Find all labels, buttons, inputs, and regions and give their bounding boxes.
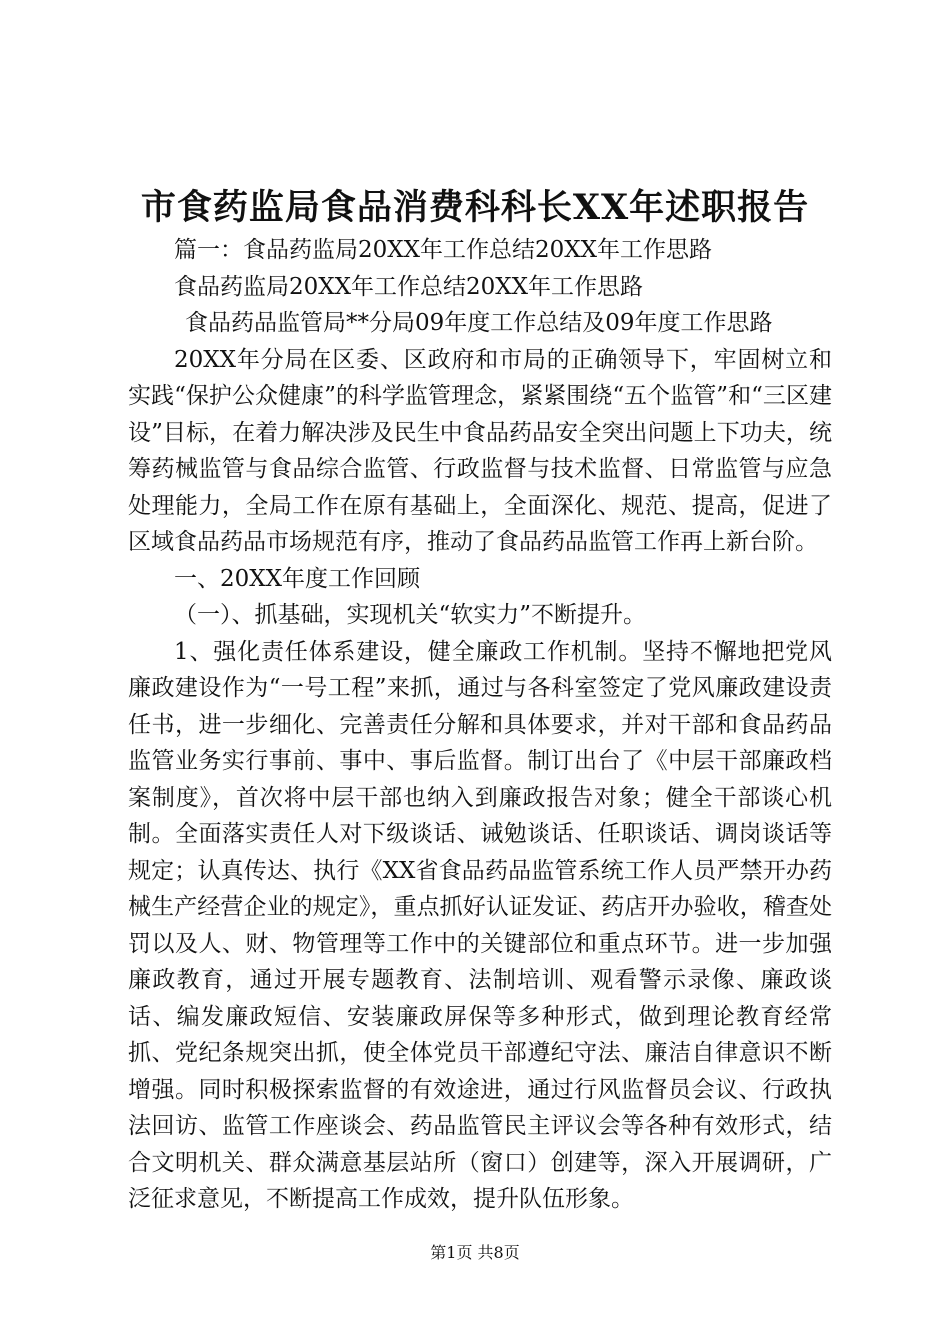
document-body [128, 232, 832, 1218]
paragraph-intro: 20XX年分局在区委、区政府和市局的正确领导下，牢固树立和实践“保护公众健康”的科学监管理念，紧紧围绕“五个监管”和“三区建设”目标，在着力解决涉及民生中食品药品安全突出问题上下功夫，统筹药械监管与食品综合监管、行政监督与技术监督、日常监管与应急处理能力，全局工作在原有基础上，全面深化、规范、提高，促进了区域食品药品市场规范有序，推动了食品药品监管工作再上新台阶。 [128, 346, 832, 555]
subsection-heading: （一）、抓基础，实现机关“软实力”不断提升。 [174, 602, 647, 628]
document-title: 市食药监局食品消费科科长XX年述职报告 [140, 187, 810, 228]
subtitle-line-3: 食品药品监管局**分局09年度工作总结及09年度工作思路 [185, 310, 773, 336]
subtitle-line-1: 篇一：食品药监局20XX年工作总结20XX年工作思路 [174, 237, 713, 263]
paragraph-item-1: 1、强化责任体系建设，健全廉政工作机制。坚持不懈地把党风廉政建设作为“一号工程”来抓，通过与各科室签定了党风廉政建设责任书，进一步细化、完善责任分解和具体要求，并对干部和食品药品监管业务实行事前、事中、事后监督。制订出台了《中层干部廉政档案制度》，首次将中层干部也纳入到廉政报告对象；健全干部谈心机制。全面落实责任人对下级谈话、诫勉谈话、任职谈话、调岗谈话等规定；认真传达、执行《XX省食品药品监管系统工作人员严禁开办药械生产经营企业的规定》，重点抓好认证发证、药店开办验收，稽查处罚以及人、财、物管理等工作中的关键部位和重点环节。进一步加强廉政教育，通过开展专题教育、法制培训、观看警示录像、廉政谈话、编发廉政短信、安装廉政屏保等多种形式，做到理论教育经常抓、党纪条规突出抓，使全体党员干部遵纪守法、廉洁自律意识不断增强。同时积极探索监督的有效途进，通过行风监督员会议、行政执法回访、监管工作座谈会、药品监管民主评议会等各种有效形式，结合文明机关、群众满意基层站所（窗口）创建等，深入开展调研，广泛征求意见，不断提高工作成效，提升队伍形象。 [128, 638, 832, 1212]
section-heading: 一、20XX年度工作回顾 [174, 565, 421, 592]
subtitle-line-2: 食品药监局20XX年工作总结20XX年工作思路 [174, 273, 644, 300]
page-footer: 第1页 共8页 [430, 1243, 520, 1262]
